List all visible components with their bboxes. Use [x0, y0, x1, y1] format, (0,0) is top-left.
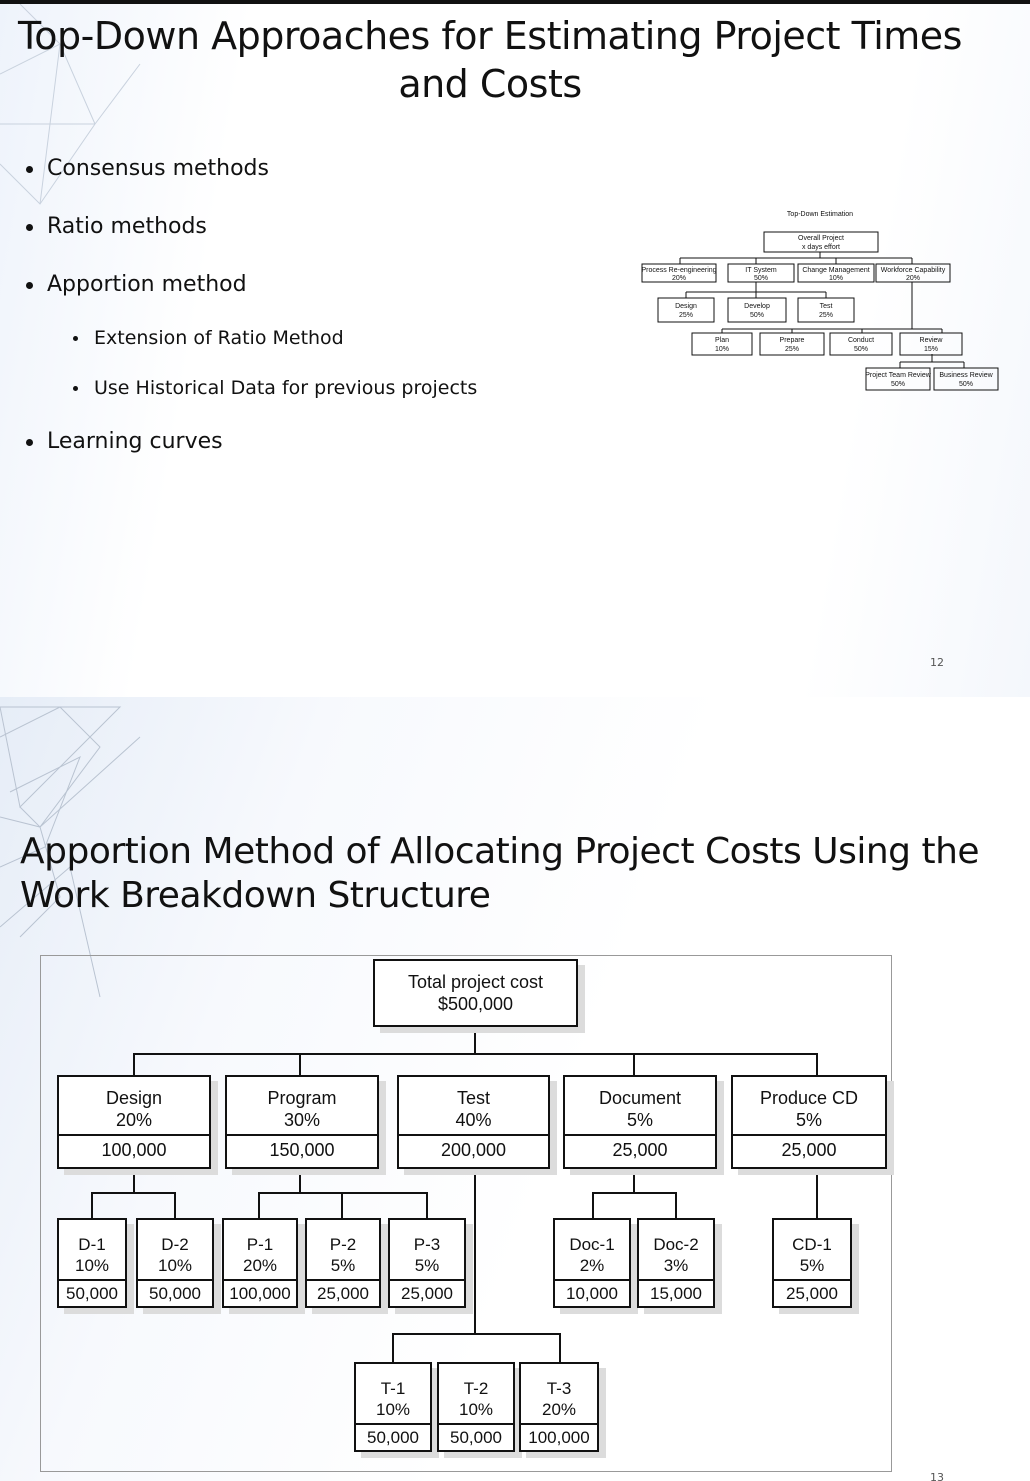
box-pct: 2% — [579, 1256, 605, 1275]
connector — [174, 1192, 176, 1218]
box-pct: 10% — [458, 1400, 494, 1419]
connector — [392, 1333, 561, 1335]
connector — [133, 1053, 818, 1055]
bullet-dot — [73, 336, 78, 341]
connector — [474, 1025, 476, 1055]
box-name: Document — [598, 1088, 682, 1108]
mini-l1-pct: 10% — [828, 275, 844, 282]
connector — [133, 1168, 135, 1194]
connector — [91, 1192, 176, 1194]
bullet-text: Consensus methods — [47, 156, 269, 181]
box-amount: 25,000 — [733, 1134, 885, 1164]
subbullet-historical — [73, 377, 477, 399]
title-line-1: Apportion Method of Allocating Project Costs Using the — [20, 831, 980, 872]
bullet-dot — [73, 386, 78, 391]
box-name: D-2 — [161, 1235, 189, 1254]
wbs-box-d-2 — [136, 1218, 214, 1308]
mini-l3-name: Prepare — [779, 337, 805, 344]
connector — [633, 1168, 635, 1194]
box-amount: 25,000 — [774, 1279, 850, 1307]
mini-l3-pct: 10% — [714, 346, 730, 353]
box-name: D-1 — [78, 1235, 106, 1254]
box-name: P-1 — [246, 1235, 274, 1254]
mini-l1-name: Change Management — [802, 267, 870, 274]
title-line-2: Work Breakdown Structure — [20, 875, 491, 916]
box-name: CD-1 — [792, 1235, 832, 1254]
box-amount: 10,000 — [555, 1279, 629, 1307]
box-name: Program — [267, 1088, 337, 1108]
connector — [675, 1192, 677, 1218]
box-amount: 50,000 — [439, 1423, 513, 1451]
bullet-text: Learning curves — [47, 429, 223, 454]
box-amount: 15,000 — [639, 1279, 713, 1307]
box-amount: 25,000 — [307, 1279, 379, 1307]
box-amount: 100,000 — [59, 1134, 209, 1164]
connector — [816, 1168, 818, 1218]
mini-l2-pct: 50% — [749, 312, 765, 319]
connector — [341, 1192, 343, 1218]
wbs-box-document — [563, 1075, 717, 1169]
box-name: T-2 — [463, 1379, 489, 1398]
root-amount: $500,000 — [437, 994, 514, 1014]
mini-l4-pct: 50% — [958, 381, 974, 388]
connector — [592, 1192, 594, 1218]
bullet-dot — [26, 224, 33, 231]
bullet-dot — [26, 439, 33, 446]
box-name: Produce CD — [759, 1088, 859, 1108]
box-pct: 10% — [74, 1256, 110, 1275]
connector — [91, 1192, 93, 1218]
mini-l1-name: Workforce Capability — [880, 267, 946, 274]
box-pct: 20% — [242, 1256, 278, 1275]
mini-l3-name: Plan — [714, 337, 730, 344]
mini-title: Top-Down Estimation — [786, 211, 854, 218]
box-amount: 25,000 — [390, 1279, 464, 1307]
connector — [559, 1333, 561, 1363]
wbs-box-p-2 — [305, 1218, 381, 1308]
wbs-root-box — [373, 959, 578, 1027]
box-pct: 5% — [795, 1110, 822, 1130]
wbs-box-d-1 — [57, 1218, 127, 1308]
mini-l3-name: Review — [919, 337, 943, 344]
wbs-box-produce-cd — [731, 1075, 887, 1169]
connector — [299, 1168, 301, 1194]
wbs-box-doc-1 — [553, 1218, 631, 1308]
wbs-box-t-3 — [519, 1362, 599, 1452]
connector — [633, 1053, 635, 1075]
wbs-box-p-1 — [222, 1218, 298, 1308]
bullet-text: Ratio methods — [47, 214, 207, 239]
bullet-dot — [26, 282, 33, 289]
mini-l1-pct: 20% — [905, 275, 921, 282]
box-amount: 100,000 — [224, 1279, 296, 1307]
bullet-text: Extension of Ratio Method — [94, 327, 344, 349]
box-amount: 50,000 — [138, 1279, 212, 1307]
box-name: P-2 — [329, 1235, 357, 1254]
wbs-box-doc-2 — [637, 1218, 715, 1308]
connector — [426, 1192, 428, 1218]
mini-root-name: Overall Project — [798, 235, 844, 242]
bullet-learning — [26, 429, 223, 454]
mini-l1-pct: 20% — [671, 275, 687, 282]
box-pct: 5% — [330, 1256, 356, 1275]
mini-l2-name: Test — [819, 303, 833, 310]
mini-l3-pct: 50% — [853, 346, 869, 353]
box-amount: 50,000 — [59, 1279, 125, 1307]
wbs-box-program — [225, 1075, 379, 1169]
slide-12 — [0, 4, 1030, 697]
box-pct: 5% — [626, 1110, 653, 1130]
mini-l4-pct: 50% — [890, 381, 906, 388]
box-pct: 20% — [115, 1110, 153, 1130]
connector — [816, 1053, 818, 1075]
wbs-box-cd-1 — [772, 1218, 852, 1308]
box-pct: 40% — [455, 1110, 492, 1130]
mini-l2-name: Design — [675, 303, 697, 310]
subbullet-extension — [73, 327, 344, 349]
slide-title: Top-Down Approaches for Estimating Project Times and Costs — [18, 14, 962, 106]
box-name: Test — [456, 1088, 490, 1108]
box-pct: 10% — [157, 1256, 193, 1275]
box-pct: 3% — [663, 1256, 689, 1275]
connector — [474, 1168, 476, 1335]
connector — [392, 1333, 394, 1363]
mini-root-value: x days effort — [801, 244, 841, 251]
box-amount: 25,000 — [565, 1134, 715, 1164]
root-label: Total project cost — [407, 972, 544, 992]
bullet-dot — [26, 166, 33, 173]
mini-l2-pct: 25% — [818, 312, 834, 319]
mini-l2-pct: 25% — [678, 312, 694, 319]
connector — [133, 1053, 135, 1075]
bullet-apportion — [26, 272, 247, 297]
box-name: Doc-2 — [653, 1235, 699, 1254]
mini-l4-name: Project Team Review — [865, 372, 931, 379]
box-name: Design — [105, 1088, 163, 1108]
connector — [299, 1053, 301, 1075]
box-amount: 50,000 — [356, 1423, 430, 1451]
connector — [592, 1192, 677, 1194]
page-number: 12 — [930, 656, 944, 669]
box-name: T-1 — [380, 1379, 406, 1398]
page-number: 13 — [930, 1471, 944, 1481]
wbs-box-t-1 — [354, 1362, 432, 1452]
mini-l3-pct: 15% — [923, 346, 939, 353]
box-pct: 5% — [414, 1256, 440, 1275]
connector — [258, 1192, 428, 1194]
slide-13 — [0, 697, 1030, 1481]
box-amount: 200,000 — [399, 1134, 548, 1164]
box-name: Doc-1 — [569, 1235, 615, 1254]
box-amount: 150,000 — [227, 1134, 377, 1164]
connector — [258, 1192, 260, 1218]
wbs-diagram — [0, 697, 1030, 1481]
box-name: T-3 — [546, 1379, 572, 1398]
box-pct: 5% — [799, 1256, 825, 1275]
mini-l3-name: Conduct — [847, 337, 875, 344]
box-pct: 30% — [283, 1110, 321, 1130]
box-amount: 100,000 — [521, 1423, 597, 1451]
wbs-box-test — [397, 1075, 550, 1169]
bullet-ratio — [26, 214, 207, 239]
mini-l4-name: Business Review — [939, 372, 993, 379]
bullet-text: Use Historical Data for previous projects — [94, 377, 478, 399]
wbs-box-p-3 — [388, 1218, 466, 1308]
top-down-estimation-chart — [640, 202, 1005, 392]
mini-l2-name: Develop — [744, 303, 770, 310]
mini-l1-name: IT System — [745, 267, 777, 274]
wbs-box-design — [57, 1075, 211, 1169]
wbs-box-t-2 — [437, 1362, 515, 1452]
box-pct: 20% — [541, 1400, 577, 1419]
mini-l1-name: Process Re-engineering — [641, 267, 717, 274]
bullet-consensus — [26, 156, 269, 181]
mini-l1-pct: 50% — [753, 275, 769, 282]
box-name: P-3 — [413, 1235, 441, 1254]
box-pct: 10% — [375, 1400, 411, 1419]
bullet-text: Apportion method — [47, 272, 247, 297]
mini-l3-pct: 25% — [784, 346, 800, 353]
